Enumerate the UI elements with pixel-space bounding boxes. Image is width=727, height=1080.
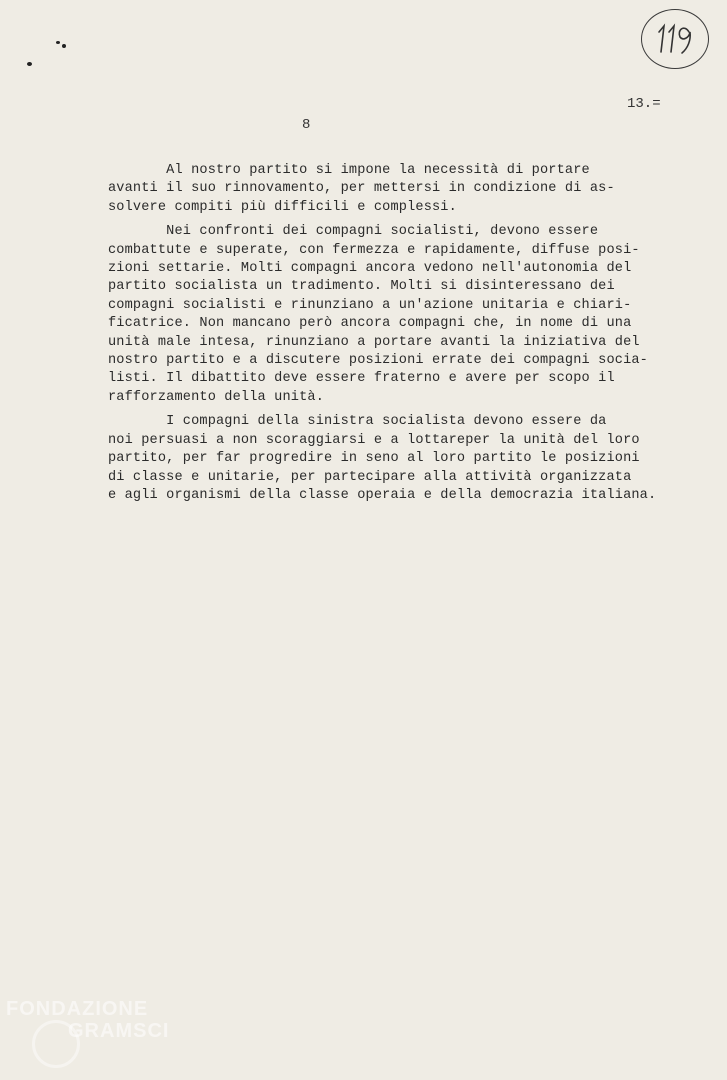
body-text [108,162,698,505]
ink-speck [62,44,66,48]
ink-speck [56,41,60,44]
text-line: zioni settarie. Molti compagni ancora vedono nell'autonomia del [108,261,632,277]
text-line: compagni socialisti e rinunziano a un'azione unitaria e chiari- [108,297,632,313]
archive-stamp [641,9,709,69]
text-line: unità male intesa, rinunziano a portare avanti la iniziativa del [108,334,640,350]
text-line: combattute e superate, con fermezza e rapidamente, diffuse posi- [108,242,640,258]
text-line: partito socialista un tradimento. Molti si disinteressano dei [108,279,615,295]
text-line: di classe e unitarie, per partecipare alla attività organizzata [108,469,632,485]
text-line: avanti il suo rinnovamento, per mettersi in condizione di as- [108,181,615,197]
handwritten-number [642,10,708,68]
text-line: rafforzamento della unità. [108,389,324,405]
text-line: I compagni della sinistra socialista devono essere da [108,414,607,430]
page-number: 8 [302,117,311,133]
ink-speck [27,62,32,66]
text-line: nostro partito e a discutere posizioni errate dei compagni socia- [108,353,648,369]
watermark-swirl-icon [32,1020,80,1068]
watermark-line: GRAMSCI [68,1020,170,1042]
watermark-logo [6,998,169,1042]
text-line: ficatrice. Non mancano però ancora compagni che, in nome di una [108,316,632,332]
text-line: listi. Il dibattito deve essere fraterno e avere per scopo il [108,371,615,387]
text-line: partito, per far progredire in seno al loro partito le posizioni [108,451,640,467]
page-reference: 13.= [627,96,661,112]
text-line: Nei confronti dei compagni socialisti, devono essere [108,224,599,240]
watermark-line: FONDAZIONE [6,998,149,1020]
text-line: e agli organismi della classe operaia e della democrazia italiana. [108,487,657,503]
text-line: solvere compiti più difficili e complessi. [108,199,457,215]
text-line: noi persuasi a non scoraggiarsi e a lottareper la unità del loro [108,432,640,448]
text-line: Al nostro partito si impone la necessità di portare [108,163,590,178]
